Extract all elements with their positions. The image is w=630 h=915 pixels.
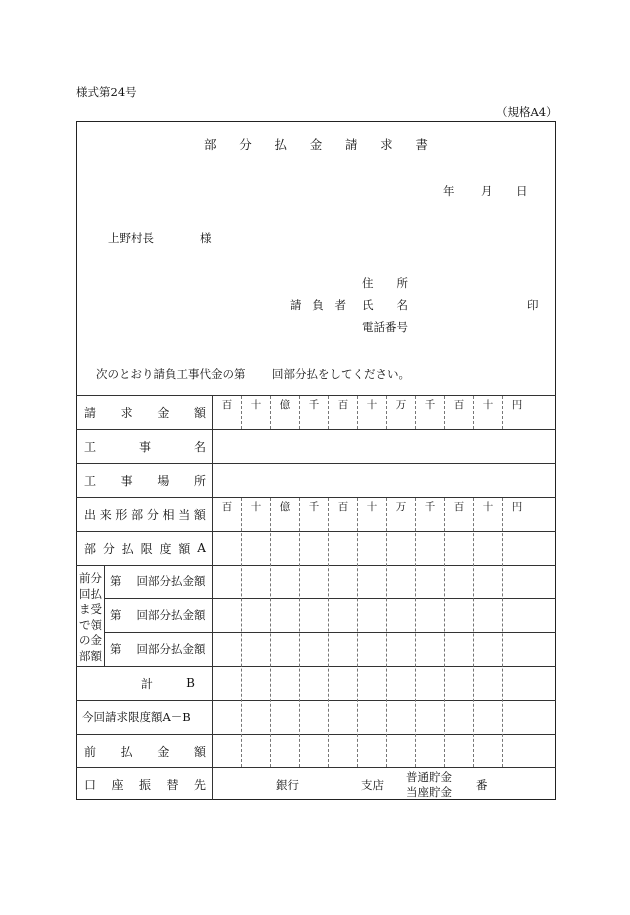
- digit-column-line: [299, 396, 300, 429]
- digit-column-line: [357, 498, 358, 767]
- row-label-total-b: 計 B: [141, 676, 195, 691]
- digit-column-line: [444, 396, 445, 429]
- digit-column-line: [241, 396, 242, 429]
- row-label-limit-a: 部 分 払 限 度 額 A: [84, 541, 206, 556]
- form-title: 部 分 払 金 請 求 書: [204, 137, 428, 152]
- unit-label: 十: [366, 399, 378, 411]
- form-frame: [76, 121, 556, 800]
- digit-column-line: [444, 498, 445, 767]
- unit-label: 百: [221, 501, 233, 513]
- group-divider: [104, 565, 105, 666]
- table-top-line: [76, 395, 556, 396]
- unit-label: 万: [395, 501, 407, 513]
- unit-label: 十: [250, 399, 262, 411]
- unit-label: 百: [337, 399, 349, 411]
- previous-payment-item-1: 第 回部分払金額: [110, 574, 206, 588]
- digit-column-line: [386, 396, 387, 429]
- address-label: 住 所: [362, 276, 408, 290]
- row-line: [76, 666, 556, 667]
- row-label-claim-amount: 請 求 金 額: [84, 405, 206, 420]
- unit-label: 十: [482, 399, 494, 411]
- unit-label: 十: [482, 501, 494, 513]
- unit-label: 千: [308, 399, 320, 411]
- unit-label: 億: [279, 501, 291, 513]
- row-label-work-place: 工 事 場 所: [84, 473, 206, 488]
- row-line: [76, 700, 556, 701]
- date-day-label: 日: [516, 184, 528, 198]
- row-label-work-name: 工 事 名: [84, 439, 206, 454]
- date-year-label: 年: [443, 184, 455, 198]
- row-line: [76, 531, 556, 532]
- previous-payment-item-2: 第 回部分払金額: [110, 608, 206, 622]
- request-sentence-prefix: 次のとおり請負工事代金の第: [96, 367, 246, 381]
- digit-column-line: [386, 498, 387, 767]
- unit-label: 円: [511, 399, 523, 411]
- date-month-label: 月: [481, 184, 493, 198]
- label-column-divider: [212, 395, 213, 800]
- contractor-label: 請 負 者: [290, 298, 346, 312]
- unit-label: 千: [424, 501, 436, 513]
- row-label-current-limit: 今回請求限度額A－B: [82, 710, 191, 724]
- unit-label: 億: [279, 399, 291, 411]
- form-number: 様式第24号: [76, 85, 137, 99]
- unit-label: 千: [424, 399, 436, 411]
- request-sentence-suffix: 回部分払をしてください。: [272, 367, 410, 381]
- digit-column-line: [415, 498, 416, 767]
- row-line: [104, 598, 556, 599]
- account-number-label: 番: [476, 778, 488, 792]
- digit-column-line: [328, 396, 329, 429]
- addressee: 上野村長: [108, 231, 154, 245]
- unit-label: 十: [366, 501, 378, 513]
- row-line: [76, 767, 556, 768]
- unit-label: 百: [453, 399, 465, 411]
- name-label: 氏 名: [362, 298, 408, 312]
- unit-label: 千: [308, 501, 320, 513]
- unit-label: 百: [337, 501, 349, 513]
- honorific: 様: [200, 231, 212, 245]
- bank-label: 銀行: [276, 778, 299, 792]
- digit-column-line: [241, 498, 242, 767]
- digit-column-line: [473, 396, 474, 429]
- account-type-current: 当座貯金: [406, 785, 452, 799]
- digit-column-line: [270, 396, 271, 429]
- digit-column-line: [502, 396, 503, 429]
- seal-mark: 印: [527, 298, 539, 312]
- digit-column-line: [328, 498, 329, 767]
- row-line: [76, 463, 556, 464]
- digit-column-line: [270, 498, 271, 767]
- previous-payments-group-label: 前分 回払 ま受 で領 の金 部額: [79, 571, 102, 663]
- digit-column-line: [473, 498, 474, 767]
- unit-label: 円: [511, 501, 523, 513]
- unit-label: 十: [250, 501, 262, 513]
- phone-label: 電話番号: [362, 320, 408, 334]
- digit-column-line: [415, 396, 416, 429]
- row-label-transfer-account: 口 座 振 替 先: [84, 777, 206, 792]
- digit-column-line: [357, 396, 358, 429]
- size-note: （規格A4）: [496, 105, 558, 119]
- row-label-advance: 前 払 金 額: [84, 744, 206, 759]
- row-line: [104, 632, 556, 633]
- unit-label: 万: [395, 399, 407, 411]
- unit-label: 百: [453, 501, 465, 513]
- digit-column-line: [502, 498, 503, 767]
- branch-label: 支店: [361, 778, 384, 792]
- row-label-completed-value: 出 来 形 部 分 相 当 額: [84, 507, 206, 522]
- row-line: [76, 734, 556, 735]
- digit-column-line: [299, 498, 300, 767]
- row-line: [76, 429, 556, 430]
- account-type-ordinary: 普通貯金: [406, 770, 452, 784]
- unit-label: 百: [221, 399, 233, 411]
- row-line: [76, 565, 556, 566]
- row-line: [76, 497, 556, 498]
- previous-payment-item-3: 第 回部分払金額: [110, 642, 206, 656]
